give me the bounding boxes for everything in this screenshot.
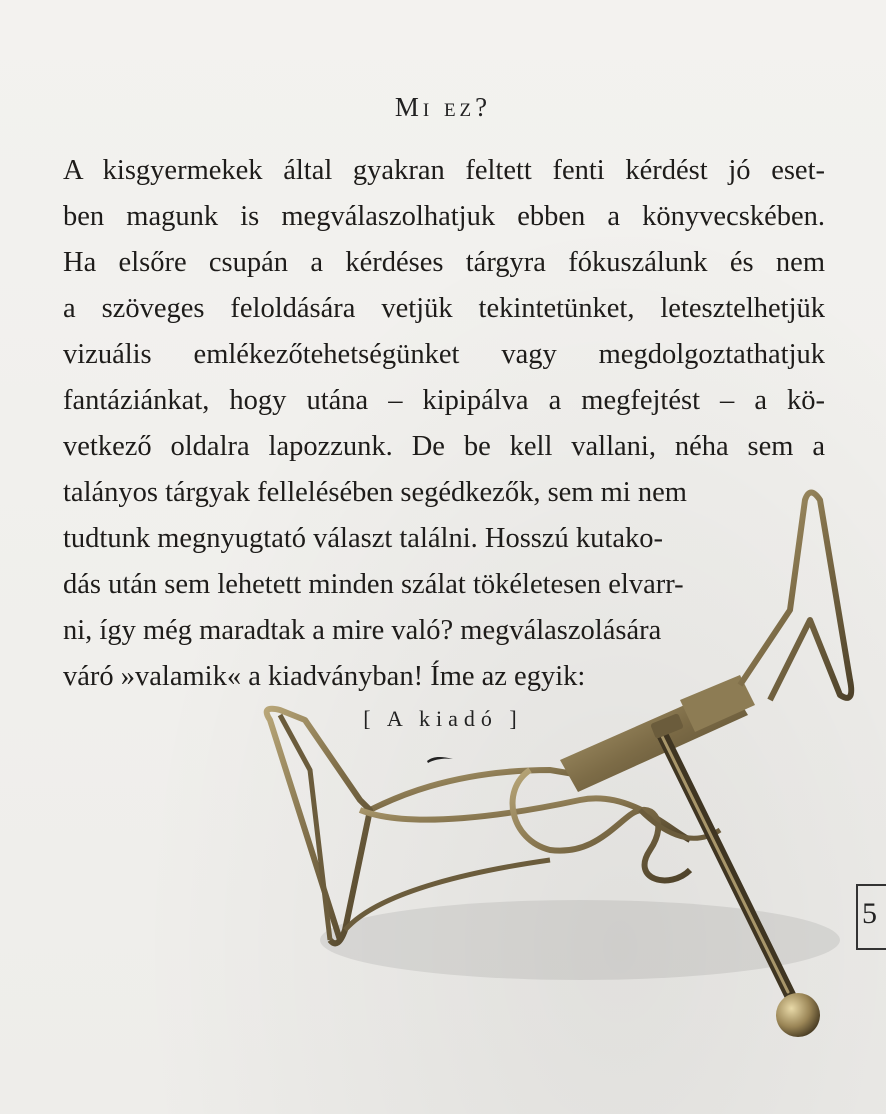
page-number: 5 — [862, 897, 877, 930]
paragraph-line: a szöveges feloldására vetjük tekintetünket, letesztelhetjük — [63, 293, 825, 324]
paragraph-line: fantáziánkat, hogy utána – kipipálva a megfejtést – a kö- — [63, 385, 825, 416]
page-title: Mi ez? — [394, 92, 492, 122]
paragraph-line: váró »valamik« a kiadványban! Íme az egyik: — [63, 661, 586, 692]
paragraph-line: A kisgyermekek által gyakran feltett fenti kérdést jó eset- — [63, 155, 825, 186]
paragraph-line: tudtunk megnyugtató választ találni. Hosszú kutako- — [63, 523, 663, 554]
publisher-attribution: [ A kiadó ] — [363, 706, 523, 731]
paragraph-line: vizuális emlékezőtehetségünket vagy megdolgoztathatjuk — [63, 339, 825, 370]
wire-puzzle-image — [250, 470, 870, 1070]
paragraph-line: ni, így még maradtak a mire való? megválaszolására — [63, 615, 662, 646]
paragraph-line: Ha elsőre csupán a kérdéses tárgyra fókuszálunk és nem — [63, 247, 825, 278]
paragraph-line: ben magunk is megválaszolhatjuk ebben a könyvecskében. — [63, 201, 825, 232]
paragraph-line: vetkező oldalra lapozzunk. De be kell vallani, néha sem a — [63, 431, 825, 462]
paragraph-line: dás után sem lehetett minden szálat tökéletesen elvarr- — [63, 569, 684, 600]
paragraph-line: talányos tárgyak fellelésében segédkezők, sem mi nem — [63, 477, 687, 508]
